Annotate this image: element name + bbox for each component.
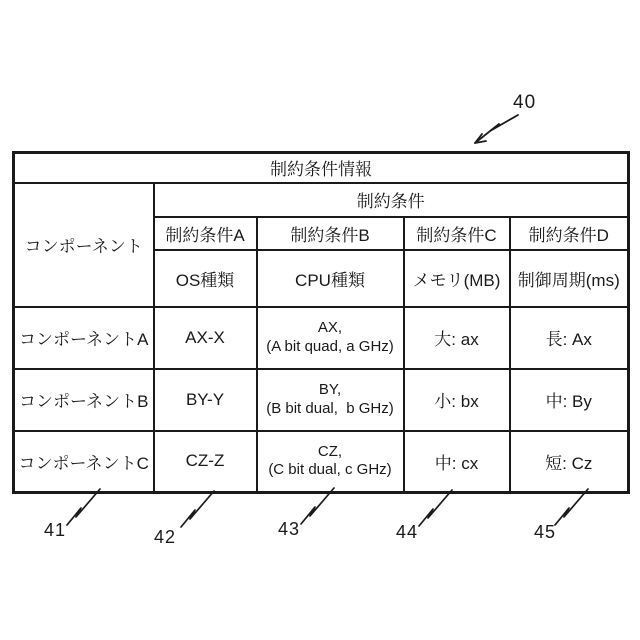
condition-d-header: 制約条件D xyxy=(510,217,629,250)
component-b-cycle: 中: By xyxy=(510,369,629,431)
figure-ref-40: 40 xyxy=(513,92,537,113)
ref-40-arrow-icon xyxy=(466,110,522,152)
ref-45-leader-icon xyxy=(552,487,592,527)
condition-b-header: 制約条件B xyxy=(257,217,404,250)
cpu-type-subheader: CPU種類 xyxy=(257,250,404,307)
component-c-name: コンポーネントC xyxy=(14,431,154,493)
figure-ref-41: 41 xyxy=(44,520,67,540)
component-b-memory: 小: bx xyxy=(404,369,510,431)
component-a-memory: 大: ax xyxy=(404,307,510,369)
figure-ref-42: 42 xyxy=(154,527,177,547)
cpu-line1: CZ, xyxy=(317,442,343,460)
ref-44-leader-icon xyxy=(416,488,456,528)
component-a-os: AX-X xyxy=(154,307,257,369)
memory-subheader: メモリ(MB) xyxy=(404,250,510,307)
cpu-line2: (C bit dual, c GHz) xyxy=(268,461,392,479)
component-b-os: BY-Y xyxy=(154,369,257,431)
component-column-header: コンポーネント xyxy=(14,183,154,307)
ref-41-leader-icon xyxy=(64,487,104,527)
table-row-component-b xyxy=(14,369,629,431)
cpu-line2: (A bit quad, a GHz) xyxy=(266,337,394,355)
component-c-os: CZ-Z xyxy=(154,431,257,493)
ref-42-leader-icon xyxy=(178,489,218,529)
table-row-component-c xyxy=(14,431,629,493)
component-c-memory: 中: cx xyxy=(404,431,510,493)
constraint-info-table xyxy=(12,151,630,494)
cpu-line1: AX, xyxy=(317,318,343,336)
figure-ref-43: 43 xyxy=(278,519,301,539)
cpu-line2: (B bit dual, b GHz) xyxy=(266,399,394,417)
figure-ref-44: 44 xyxy=(396,522,419,542)
table-row-component-a xyxy=(14,307,629,369)
component-a-cpu xyxy=(257,307,404,369)
condition-a-header: 制約条件A xyxy=(154,217,257,250)
cpu-line1: BY, xyxy=(318,380,342,398)
figure-ref-45: 45 xyxy=(534,522,557,542)
component-b-name: コンポーネントB xyxy=(14,369,154,431)
ref-43-leader-icon xyxy=(298,486,338,526)
component-a-name: コンポーネントA xyxy=(14,307,154,369)
constraint-group-header: 制約条件 xyxy=(154,183,629,217)
table-title: 制約条件情報 xyxy=(14,153,629,183)
control-cycle-subheader: 制御周期(ms) xyxy=(510,250,629,307)
component-c-cpu xyxy=(257,431,404,493)
component-c-cycle: 短: Cz xyxy=(510,431,629,493)
component-b-cpu xyxy=(257,369,404,431)
component-a-cycle: 長: Ax xyxy=(510,307,629,369)
os-type-subheader: OS種類 xyxy=(154,250,257,307)
condition-c-header: 制約条件C xyxy=(404,217,510,250)
